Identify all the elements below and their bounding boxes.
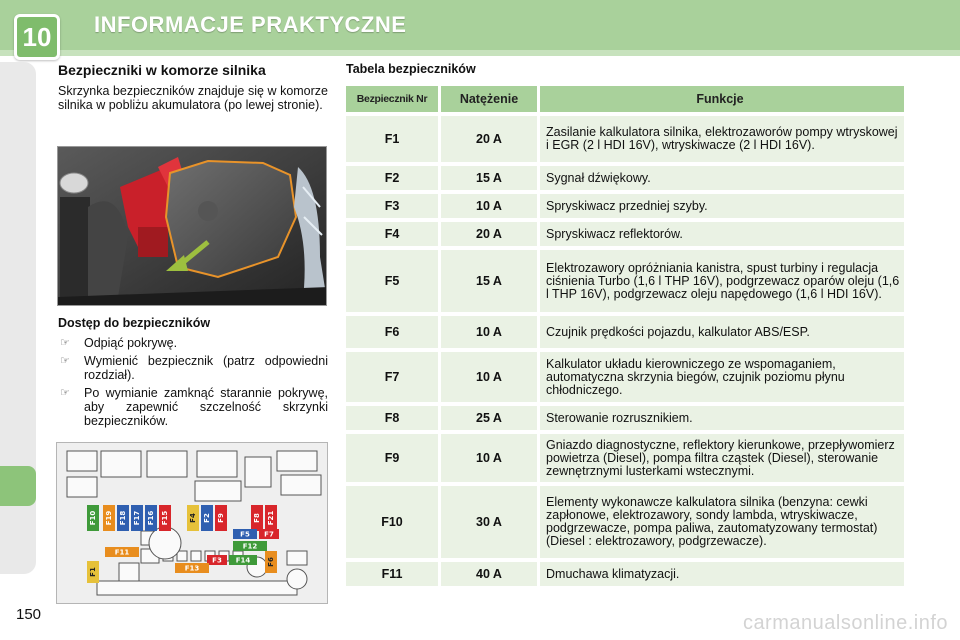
step-item <box>58 354 328 382</box>
fuse-box-diagram <box>56 442 328 604</box>
fuse-number: F8 <box>346 406 438 430</box>
table-row <box>346 486 904 558</box>
table-row <box>346 562 904 586</box>
fuse-function: Gniazdo diagnostyczne, reflektory kierunkowe, przepływomierz powietrza (Diesel), pompa filtra cząstek (Diesel), sterowanie zewnętrznymi lusterkami wstecznymi. <box>540 434 904 482</box>
fuse-function: Spryskiwacz reflektorów. <box>540 222 904 246</box>
table-row <box>346 316 904 348</box>
fuse-number: F11 <box>346 562 438 586</box>
intro-text: Skrzynka bezpieczników znajduje się w komorze silnika w pobliżu akumulatora (po lewej stronie). <box>58 84 328 112</box>
page-title: INFORMACJE PRAKTYCZNE <box>94 12 407 37</box>
fuse-label: F5 <box>240 530 250 539</box>
table-row <box>346 250 904 312</box>
fuse-label: F12 <box>242 542 258 551</box>
step-text: Po wymianie zamknąć starannie pokrywę, aby zapewnić szczelność skrzynki bezpieczników. <box>84 386 328 428</box>
hand-pointer-icon: ☞ <box>60 337 70 349</box>
hand-pointer-icon: ☞ <box>60 387 70 399</box>
fuse-number: F5 <box>346 250 438 312</box>
fuse-current: 40 A <box>441 562 537 586</box>
step-item <box>58 386 328 428</box>
chapter-badge: 10 <box>14 14 60 60</box>
fuse-current: 20 A <box>441 116 537 162</box>
fuse-current: 15 A <box>441 166 537 190</box>
fuse-function: Elementy wykonawcze kalkulatora silnika (benzyna: cewki zapłonowe, elektrozawory, sondy lambda, wtryskiwacze, podgrzewacze, pompa paliwa, zautomatyzowany termostat) (Diesel : elektrozawory, podgrzewacze). <box>540 486 904 558</box>
table-row <box>346 116 904 162</box>
fuse-label: F2 <box>203 513 211 523</box>
column-header-fuse-number: Bezpiecznik Nr <box>346 86 438 112</box>
fuse-current: 15 A <box>441 250 537 312</box>
fuse-label: F4 <box>189 513 197 523</box>
fuse-number: F7 <box>346 352 438 402</box>
fuse-number: F6 <box>346 316 438 348</box>
fuse-label: F10 <box>89 510 97 526</box>
engine-photo-illustration <box>58 147 327 306</box>
fuse-label: F3 <box>212 556 222 565</box>
fuse-label: F1 <box>89 567 97 577</box>
fuse-label: F6 <box>267 557 275 567</box>
access-heading: Dostęp do bezpieczników <box>58 316 211 330</box>
fuse-label: F8 <box>253 513 261 523</box>
page-number: 150 <box>16 606 42 623</box>
table-row <box>346 352 904 402</box>
fuse-label: F15 <box>161 510 169 526</box>
step-item <box>58 336 328 350</box>
fuse-function: Sterowanie rozrusznikiem. <box>540 406 904 430</box>
fuse-label: F18 <box>119 510 127 526</box>
column-header-current: Natężenie <box>441 86 537 112</box>
fuse-function: Sygnał dźwiękowy. <box>540 166 904 190</box>
fuse-number: F1 <box>346 116 438 162</box>
table-row <box>346 194 904 218</box>
fuse-label: F19 <box>105 510 113 526</box>
fuse-current: 10 A <box>441 352 537 402</box>
step-text: Odpiąć pokrywę. <box>84 336 178 350</box>
fuse-function: Elektrozawory opróżniania kanistra, spust turbiny i regulacja ciśnienia Turbo (1,6 l THP 16V), podgrzewacz oparów oleju (1,6 l THP 16V), podgrzewacz oleju napędowego (1,6 l HDI 16V). <box>540 250 904 312</box>
fuse-current: 10 A <box>441 194 537 218</box>
table-row <box>346 222 904 246</box>
fuse-label: F7 <box>264 530 274 539</box>
fuse-current: 10 A <box>441 434 537 482</box>
section-heading: Bezpieczniki w komorze silnika <box>58 62 266 78</box>
fuse-number: F10 <box>346 486 438 558</box>
fuse-label: F13 <box>184 564 200 573</box>
fuse-number: F3 <box>346 194 438 218</box>
step-text: Wymienić bezpiecznik (patrz odpowiedni rozdział). <box>84 354 328 382</box>
fuse-label: F9 <box>217 513 225 523</box>
engine-compartment-photo <box>57 146 327 306</box>
table-row <box>346 166 904 190</box>
fuse-label: F14 <box>235 556 251 565</box>
table-row <box>346 406 904 430</box>
fuse-number: F9 <box>346 434 438 482</box>
fuse-number: F4 <box>346 222 438 246</box>
fuse-number: F2 <box>346 166 438 190</box>
fuse-current: 20 A <box>441 222 537 246</box>
fuse-function: Czujnik prędkości pojazdu, kalkulator ABS/ESP. <box>540 316 904 348</box>
column-header-function: Funkcje <box>540 86 904 112</box>
fuse-current: 30 A <box>441 486 537 558</box>
chapter-tab[interactable] <box>0 466 36 506</box>
fuse-current: 10 A <box>441 316 537 348</box>
fuse-label: F21 <box>267 510 275 526</box>
header-stripe <box>0 50 960 56</box>
fuse-function: Dmuchawa klimatyzacji. <box>540 562 904 586</box>
fuse-label: F16 <box>147 510 155 526</box>
fuse-box-svg <box>57 443 328 604</box>
access-steps <box>58 334 328 432</box>
fuse-function: Zasilanie kalkulatora silnika, elektrozaworów pompy wtryskowej i EGR (2 l HDI 16V), wtryskiwacze (2 l HDI 16V). <box>540 116 904 162</box>
fuse-function: Kalkulator układu kierowniczego ze wspomaganiem, automatyczna skrzynia biegów, czujnik poziomu płynu chłodniczego. <box>540 352 904 402</box>
fuse-function: Spryskiwacz przedniej szyby. <box>540 194 904 218</box>
table-row <box>346 434 904 482</box>
hand-pointer-icon: ☞ <box>60 355 70 367</box>
fuse-current: 25 A <box>441 406 537 430</box>
watermark: carmanualsonline.info <box>742 612 948 634</box>
fuse-label: F17 <box>133 510 141 526</box>
table-heading: Tabela bezpieczników <box>346 62 476 76</box>
table-header-row <box>346 86 904 112</box>
fuse-label: F11 <box>114 548 130 557</box>
